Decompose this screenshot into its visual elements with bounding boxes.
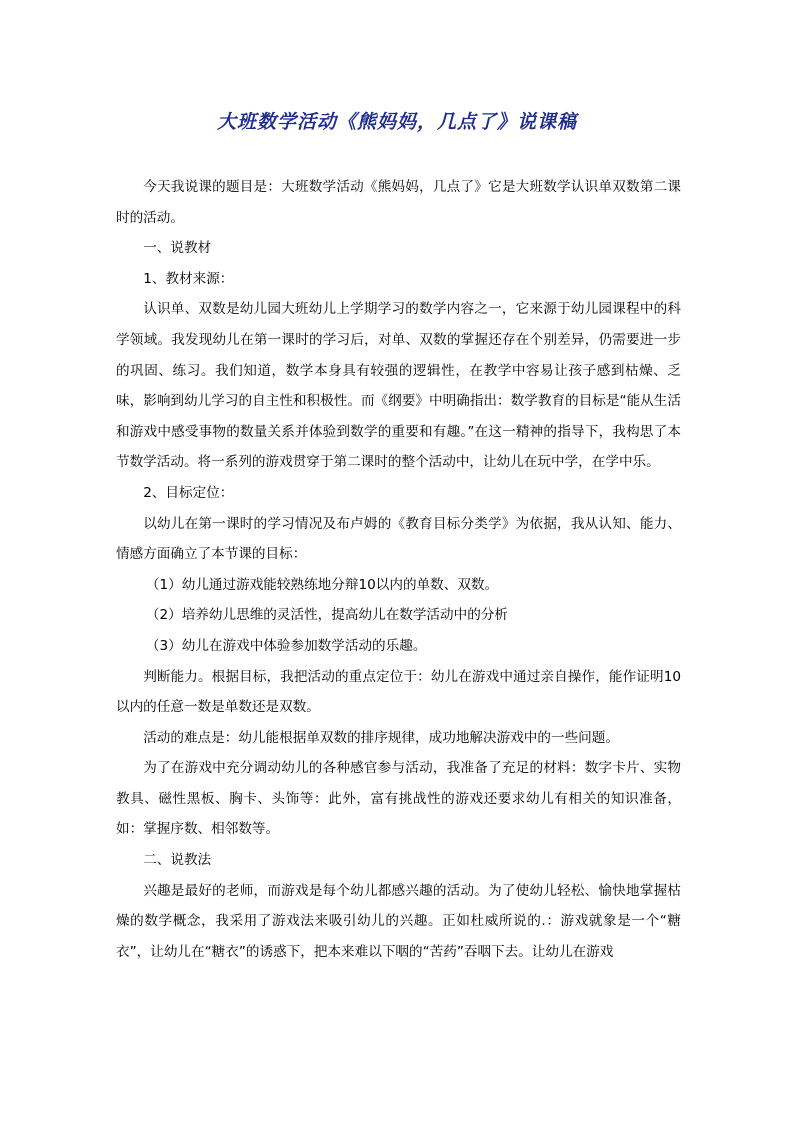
focus-paragraph: 判断能力。根据目标，我把活动的重点定位于：幼儿在游戏中通过亲自操作，能作证明10以内的任意一数是单数还是双数。 — [116, 668, 681, 716]
goals-paragraph: 以幼儿在第一课时的学习情况及布卢姆的《教育目标分类学》为依据，我从认知、能力、情感方面确立了本节课的目标： — [116, 515, 681, 563]
subheading-goals: 2、目标定位： — [143, 484, 234, 501]
goal-item-3: （3）幼儿在游戏中体验参加数学活动的乐趣。 — [145, 637, 427, 654]
intro-paragraph: 今天我说课的题目是：大班数学活动《熊妈妈，几点了》它是大班数学认识单双数第二课时的活动。 — [116, 179, 681, 226]
document-body — [116, 172, 681, 967]
difficulty-paragraph: 活动的难点是：幼儿能根据单双数的排序规律，成功地解决游戏中的一些问题。 — [143, 729, 619, 746]
section-heading-textbook: 一、说教材 — [143, 240, 212, 257]
subheading-source: 1、教材来源： — [143, 270, 234, 287]
method-paragraph: 兴趣是最好的老师，而游戏是每个幼儿都感兴趣的活动。为了使幼儿轻松、愉快地掌握枯燥的数学概念，我采用了游戏法来吸引幼儿的兴趣。正如杜威所说的.：游戏就象是一个“糖衣”，让幼儿在“糖衣”的诱惑下，把本来难以下咽的“苦药”吞咽下去。让幼儿在游戏 — [116, 882, 681, 960]
materials-paragraph: 为了在游戏中充分调动幼儿的各种感官参与活动，我准备了充足的材料：数字卡片、实物教具、磁性黑板、胸卡、头饰等：此外，富有挑战性的游戏还要求幼儿有相关的知识准备，如：掌握序数、相邻数等。 — [116, 760, 681, 838]
document-title: 大班数学活动《熊妈妈，几点了》说课稿 — [216, 111, 577, 133]
goal-item-1: （1）幼儿通过游戏能较熟练地分辩10以内的单数、双数。 — [145, 576, 499, 593]
source-paragraph: 认识单、双数是幼儿园大班幼儿上学期学习的数学内容之一，它来源于幼儿园课程中的科学领域。我发现幼儿在第一课时的学习后，对单、双数的掌握还存在个别差异，仍需要进一步的巩固、练习。我们知道，数学本身具有较强的逻辑性，在教学中容易让孩子感到枯燥、乏味，影响到幼儿学习的自主性和积极性。而《纲要》中明确指出：数学教育的目标是“能从生活和游戏中感受事物的数量关系并体验到数学的重要和有趣。”在这一精神的指导下，我构思了本节数学活动。将一系列的游戏贯穿于第二课时的整个活动中，让幼儿在玩中学，在学中乐。 — [116, 301, 681, 471]
goal-item-2: （2）培养幼儿思维的灵活性，提高幼儿在数学活动中的分析 — [145, 607, 508, 624]
section-heading-method: 二、说教法 — [143, 852, 212, 869]
